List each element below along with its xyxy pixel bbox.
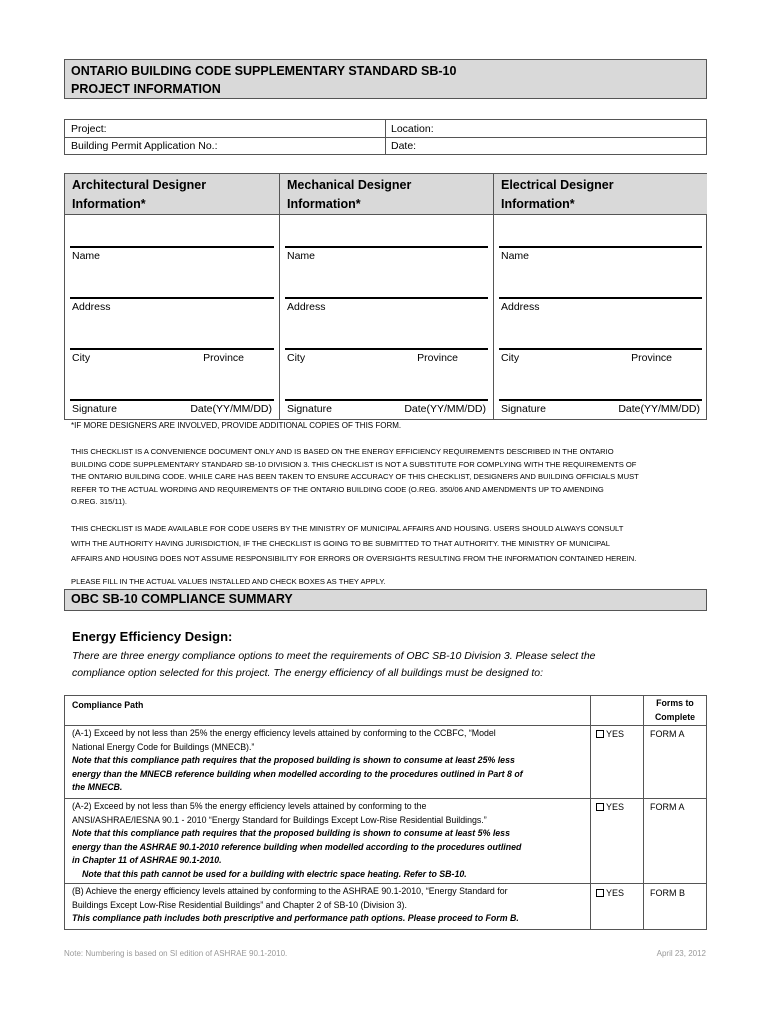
compliance-summary-heading: OBC SB-10 COMPLIANCE SUMMARY: [64, 589, 707, 611]
row-text: ANSI/ASHRAE/IESNA 90.1 - 2010 “Energy Standard for Buildings Except Low-Rise Residential Buildings.”: [72, 814, 487, 825]
compliance-path-header: Compliance Path: [72, 700, 144, 710]
note-line: REFER TO THE ACTUAL WORDING AND REQUIREMENTS OF THE ONTARIO BUILDING CODE (O.REG. 350/06 AND AMENDMENTS UP TO AMENDING: [71, 484, 604, 494]
table-row: [72, 885, 588, 926]
checkbox-icon[interactable]: [596, 889, 604, 897]
date-text: Date(YY/MM/DD): [190, 403, 272, 415]
row-text: (B) Achieve the energy efficiency levels attained by conforming to the ASHRAE 90.1-2010, “Energy Standard for: [72, 886, 508, 896]
row-note: This compliance path includes both prescriptive and performance path options. Please proceed to Form B.: [72, 913, 519, 923]
heading-line: Information*: [287, 197, 361, 211]
name-line[interactable]: [499, 246, 702, 248]
address-label: [287, 301, 486, 313]
more-designers-note: *IF MORE DESIGNERS ARE INVOLVED, PROVIDE ADDITIONAL COPIES OF THIS FORM.: [71, 421, 402, 430]
row-note: Note that this path cannot be used for a building with electric space heating. Refer to SB-10.: [82, 868, 467, 879]
heading-line: Information*: [501, 197, 575, 211]
name-text: Name: [501, 250, 530, 262]
table-row: [72, 727, 588, 795]
name-label: [72, 250, 272, 262]
note-line: BUILDING CODE SUPPLEMENTARY STANDARD SB-10 DIVISION 3. THIS CHECKLIST IS NOT A SUBSTITUTE FOR COMPLYING WITH THE REQUIREMENTS OF: [71, 459, 637, 469]
project-field[interactable]: Project:: [71, 123, 107, 135]
province-text: Province: [631, 352, 672, 364]
province-text: Province: [203, 352, 244, 364]
date-text: Date(YY/MM/DD): [618, 403, 700, 415]
signature-line[interactable]: [70, 399, 274, 401]
city-text: City: [287, 352, 306, 364]
form-label: FORM B: [650, 888, 685, 898]
row-text: Buildings Except Low-Rise Residential Buildings” and Chapter 2 of SB-10 (Division 3).: [72, 899, 407, 910]
instruction-note: PLEASE FILL IN THE ACTUAL VALUES INSTALLED AND CHECK BOXES AS THEY APPLY.: [71, 577, 386, 586]
footer-date: April 23, 2012: [656, 949, 706, 958]
permit-number-field[interactable]: Building Permit Application No.:: [71, 140, 218, 152]
header-line: Forms to: [656, 698, 694, 708]
form-label: FORM A: [650, 802, 685, 812]
row-note: energy than the MNECB reference building when modelled according to the procedures outlined in Part 8 of: [72, 768, 523, 779]
heading-line: Mechanical Designer: [287, 178, 412, 192]
city-line[interactable]: [70, 348, 274, 350]
row-note: the MNECB.: [72, 782, 123, 792]
intro-line: compliance option selected for this project. The energy efficiency of all buildings must be designed to:: [72, 667, 544, 679]
row-text: (A-2) Exceed by not less than 5% the energy efficiency levels attained by conforming to the: [72, 801, 427, 811]
electrical-designer-column: [493, 174, 707, 419]
checkbox-icon[interactable]: [596, 803, 604, 811]
signature-text: Signature: [287, 403, 332, 415]
divider: [643, 696, 644, 929]
note-line: THIS CHECKLIST IS MADE AVAILABLE FOR CODE USERS BY THE MINISTRY OF MUNICIPAL AFFAIRS AND HOUSING. USERS SHOULD ALWAYS CONSULT: [71, 524, 624, 533]
heading-line: Architectural Designer: [72, 178, 207, 192]
divider: [65, 883, 706, 884]
checkbox-label: YES: [606, 888, 625, 898]
signature-date-label: [72, 403, 272, 415]
note-line: THE ONTARIO BUILDING CODE. WHILE CARE HAS BEEN TAKEN TO ENSURE ACCURACY OF THIS CHECKLIST, DESIGNERS AND BUILDING OFFICIALS MUST: [71, 472, 639, 482]
city-line[interactable]: [285, 348, 488, 350]
note-line: AFFAIRS AND HOUSING DOES NOT ASSUME RESPONSIBILITY FOR ERRORS OR OVERSIGHTS RESULTING FROM THE INFORMATION CONTAINED HEREIN.: [71, 554, 637, 563]
signature-date-label: [287, 403, 486, 415]
city-text: City: [501, 352, 520, 364]
address-line[interactable]: [70, 297, 274, 299]
city-province-label: [72, 352, 272, 364]
address-text: Address: [72, 301, 111, 313]
signature-date-label: [501, 403, 700, 415]
row-note: Note that this compliance path requires that the proposed building is shown to consume at least 25% less: [72, 755, 515, 765]
column-heading: [280, 174, 493, 215]
mechanical-designer-column: [279, 174, 493, 419]
city-line[interactable]: [499, 348, 702, 350]
intro-line: There are three energy compliance options to meet the requirements of OBC SB-10 Division 3. Please select the: [72, 650, 596, 662]
address-text: Address: [287, 301, 326, 313]
location-field[interactable]: Location:: [391, 123, 434, 135]
city-province-label: [501, 352, 700, 364]
name-label: [501, 250, 700, 262]
table-row: [72, 800, 588, 881]
city-province-label: [287, 352, 486, 364]
checkbox-label: YES: [606, 729, 625, 739]
row-note: energy than the ASHRAE 90.1-2010 reference building when modelled according to the procedures outlined: [72, 841, 522, 852]
signature-line[interactable]: [285, 399, 488, 401]
heading-line: Electrical Designer: [501, 178, 614, 192]
note-line: WITH THE AUTHORITY HAVING JURISDICTION, IF THE CHECKLIST IS GOING TO BE SUBMITTED TO THAT AUTHORITY. THE MINISTRY OF MUNICIPAL: [71, 539, 610, 548]
name-text: Name: [72, 250, 101, 262]
checkbox-icon[interactable]: [596, 730, 604, 738]
name-text: Name: [287, 250, 316, 262]
heading-line: Information*: [72, 197, 146, 211]
row-text: National Energy Code for Buildings (MNECB).”: [72, 741, 255, 752]
row-text: (A-1) Exceed by not less than 25% the energy efficiency levels attained by conforming to the CCBFC, “Model: [72, 728, 496, 738]
signature-line[interactable]: [499, 399, 702, 401]
signature-text: Signature: [72, 403, 117, 415]
architectural-designer-column: [65, 174, 279, 419]
footer-note: Note: Numbering is based on SI edition of ASHRAE 90.1-2010.: [64, 949, 288, 958]
address-label: [72, 301, 272, 313]
forms-header: [643, 697, 707, 724]
province-text: Province: [417, 352, 458, 364]
yes-checkbox-a2[interactable]: [596, 802, 624, 812]
project-info-table: [64, 119, 707, 155]
divider: [590, 696, 591, 929]
compliance-path-table: [64, 695, 707, 930]
row-note: in Chapter 11 of ASHRAE 90.1-2010.: [72, 855, 222, 865]
date-text: Date(YY/MM/DD): [404, 403, 486, 415]
energy-efficiency-title: Energy Efficiency Design:: [72, 629, 233, 644]
form-title: ONTARIO BUILDING CODE SUPPLEMENTARY STANDARD SB-10: [71, 64, 457, 78]
column-heading: [494, 174, 707, 215]
row-note: Note that this compliance path requires that the proposed building is shown to consume at least 5% less: [72, 828, 510, 838]
address-line[interactable]: [285, 297, 488, 299]
signature-text: Signature: [501, 403, 546, 415]
name-line[interactable]: [70, 246, 274, 248]
header-line: Complete: [654, 711, 696, 722]
form-title-box: [64, 59, 707, 99]
form-label: FORM A: [650, 729, 685, 739]
divider: [65, 798, 706, 799]
designer-info-table: [64, 173, 707, 420]
disclaimer-paragraph-1: [71, 446, 711, 509]
address-line[interactable]: [499, 297, 702, 299]
checkbox-label: YES: [606, 802, 625, 812]
energy-efficiency-intro: [72, 648, 692, 682]
divider: [65, 725, 706, 726]
name-label: [287, 250, 486, 262]
name-line[interactable]: [285, 246, 488, 248]
note-line: THIS CHECKLIST IS A CONVENIENCE DOCUMENT ONLY AND IS BASED ON THE ENERGY EFFICIENCY REQUIREMENTS DESCRIBED IN THE ONTARIO: [71, 447, 614, 456]
yes-checkbox-a1[interactable]: [596, 729, 624, 739]
column-heading: [65, 174, 279, 215]
address-text: Address: [501, 301, 540, 313]
address-label: [501, 301, 700, 313]
note-line: O.REG. 315/11).: [71, 497, 127, 507]
yes-checkbox-b[interactable]: [596, 888, 624, 898]
form-subtitle: PROJECT INFORMATION: [71, 82, 221, 96]
date-field[interactable]: Date:: [391, 140, 417, 152]
city-text: City: [72, 352, 91, 364]
disclaimer-paragraph-2: [71, 521, 711, 566]
